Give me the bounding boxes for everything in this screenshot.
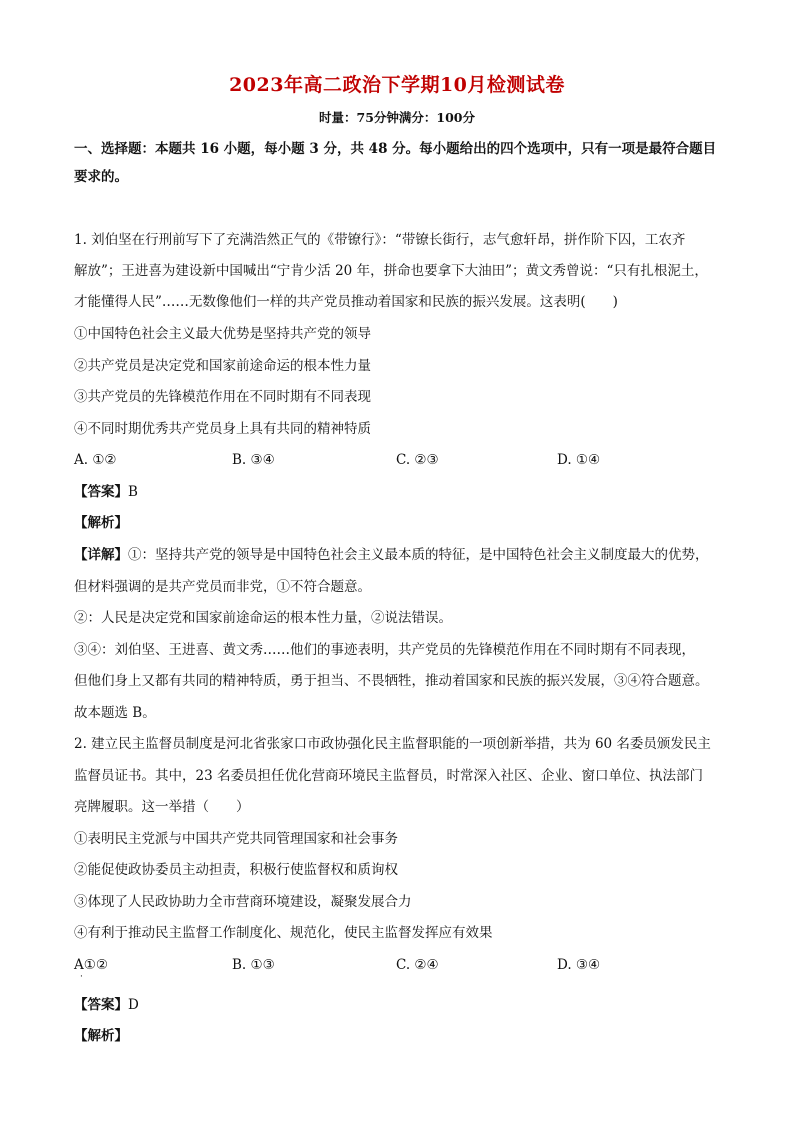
q1-statement-2: ②共产党员是决定党和国家前途命运的根本性力量 — [74, 358, 371, 374]
q1-stem-line-1: 1. 刘伯坚在行刑前写下了充满浩然正气的《带镣行》：“带镣长街行，志气愈轩昂，拼作阶下囚，工农齐 — [74, 232, 686, 248]
q2-analysis — [74, 1026, 128, 1046]
section-heading — [74, 135, 724, 191]
q1-detail-line-3: ②：人民是决定党和国家前途命运的根本性力量，②说法错误。 — [74, 610, 452, 626]
q2-answer-tag: 【答案】 — [74, 997, 128, 1013]
q1-stem-line-2: 解放”；王进喜为建设新中国喊出“宁肯少活 20 年，拼命也要拿下大油田”；黄文秀曾说：“只有扎根泥土， — [74, 263, 708, 279]
q1-analysis-tag: 【解析】 — [74, 515, 128, 531]
q1-option-b: B. ③④ — [232, 452, 275, 468]
q1-detail-text-1: ①：坚持共产党的领导是中国特色社会主义最本质的特征，是中国特色社会主义制度最大的优势， — [128, 547, 709, 563]
q1-statement-4: ④不同时期优秀共产党员身上具有共同的精神特质 — [74, 421, 371, 437]
q1-statement-3: ③共产党员的先锋模范作用在不同时期有不同表现 — [74, 389, 371, 405]
q2-answer-value: D — [128, 997, 139, 1013]
page-title: 2023年高二政治下学期10月检测试卷 — [229, 74, 565, 96]
q2-option-c: C. ②④ — [396, 957, 439, 973]
section-heading-line-1: 一、选择题：本题共 16 小题，每小题 3 分，共 48 分。每小题给出的四个选项中，只有一项是最符合题目 — [74, 141, 717, 157]
q2-option-a: A①② — [74, 957, 108, 973]
q1-detail-line-6: 故本题选 B。 — [74, 705, 156, 721]
q1-detail-line-4: ③④：刘伯坚、王进喜、黄文秀……他们的事迹表明，共产党员的先锋模范作用在不同时期有不同表现， — [74, 642, 695, 658]
q1-answer — [74, 482, 138, 502]
q1-answer-value: B — [128, 484, 138, 500]
section-heading-line-2: 要求的。 — [74, 169, 128, 185]
q2-option-b: B. ①③ — [232, 957, 275, 973]
q2-statement-1: ①表明民主党派与中国共产党共同管理国家和社会事务 — [74, 831, 398, 847]
q1-stem-line-3: 才能懂得人民”……无数像他们一样的共产党员推动着国家和民族的振兴发展。这表明( ) — [74, 294, 618, 310]
q1-option-c: C. ②③ — [396, 452, 439, 468]
q2-stem-line-2: 监督员证书。其中，23 名委员担任优化营商环境民主监督员，时常深入社区、企业、窗口单位、执法部门 — [74, 768, 703, 784]
q2-stem-line-3: 亮牌履职。这一举措（ ） — [74, 799, 250, 815]
q2-stem-line-1: 2. 建立民主监督员制度是河北省张家口市政协强化民主监督职能的一项创新举措，共为 60 名委员颁发民主 — [74, 736, 711, 752]
q2-statement-3: ③体现了人民政协助力全市营商环境建设，凝聚发展合力 — [74, 894, 412, 910]
q1-answer-tag: 【答案】 — [74, 484, 128, 500]
q2-statement-4: ④有利于推动民主监督工作制度化、规范化，使民主监督发挥应有效果 — [74, 925, 493, 941]
q1-detail-line-1 — [74, 545, 709, 565]
q1-analysis — [74, 513, 128, 533]
q1-detail-line-2: 但材料强调的是共产党员而非党，①不符合题意。 — [74, 579, 371, 595]
q2-analysis-tag: 【解析】 — [74, 1028, 128, 1044]
page-subtitle: 时量：75分钟满分：100分 — [319, 110, 475, 125]
q2-statement-2: ②能促使政协委员主动担责，积极行使监督权和质询权 — [74, 862, 398, 878]
q1-detail-tag: 【详解】 — [74, 547, 128, 563]
q1-option-a: A. ①② — [74, 452, 117, 468]
q2-answer — [74, 995, 139, 1015]
q2-option-d: D. ③④ — [557, 957, 601, 973]
q1-detail-line-5: 但他们身上又都有共同的精神特质，勇于担当、不畏牺牲，推动着国家和民族的振兴发展，③④符合题意。 — [74, 673, 709, 689]
q1-statement-1: ①中国特色社会主义最大优势是坚持共产党的领导 — [74, 326, 371, 342]
q1-option-d: D. ①④ — [557, 452, 601, 468]
stray-dot-mark: · — [80, 972, 83, 982]
